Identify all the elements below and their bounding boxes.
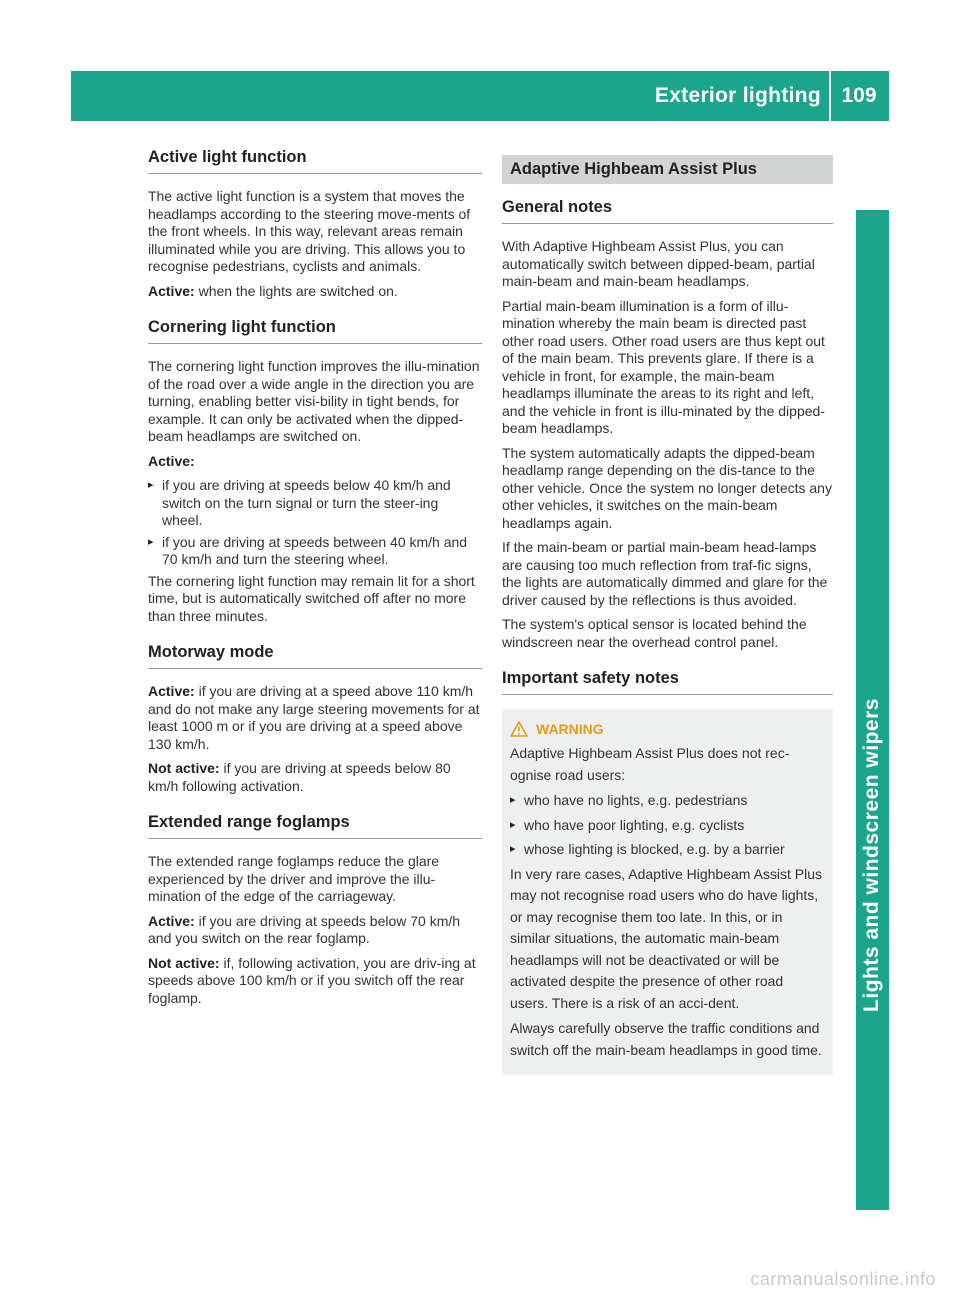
- active-light-active-text: when the lights are switched on.: [194, 282, 398, 299]
- general-paragraph: If the main-beam or partial main-beam head-lamps are causing too much reflection from traf-fic signs, the lights are automatically dimmed and glare for the driver caused by the reflections is thus avoided.: [502, 539, 828, 608]
- motorway-not-active-text: if you are driving at speeds below 80 km/h following activation.: [148, 760, 451, 794]
- warning-paragraph: Always carefully observe the traffic conditions and switch off the main-beam headlamps in good time.: [510, 1020, 822, 1058]
- motorway-active: [148, 683, 482, 753]
- active-light-active: [148, 283, 482, 301]
- list-item: ▸ who have poor lighting, e.g. cyclists: [510, 815, 825, 837]
- cornering-text: The cornering light function improves the illu-mination of the road over a wide angle in the direction you are turning, enabling better visi-bility in tight bends, for example. It can only be activated when the dipped-beam headlamps are switched on.: [148, 358, 480, 444]
- active-label: Active:: [148, 282, 195, 299]
- watermark: carmanualsonline.info: [750, 1269, 936, 1289]
- not-active-label: Not active:: [148, 954, 220, 971]
- general-paragraph: The system automatically adapts the dipped-beam headlamp range depending on the dis-tance to the other vehicle. Once the system no longer detects any other vehicles, it switches on the main-beam headlamps again.: [502, 444, 832, 531]
- cornering-footer: The cornering light function may remain lit for a short time, but is automatically switched off after no more than three minutes.: [148, 572, 475, 624]
- not-active-label: Not active:: [148, 760, 220, 776]
- active-light-text: The active light function is a system that moves the headlamps according to the steering move-ments of the front wheels. In this way, relevant areas remain illuminated while you are driving. This allows you to recognise pedestrians, cyclists and animals.: [148, 188, 471, 274]
- foglamps-not-active: [148, 955, 482, 1008]
- page-title: Exterior lighting: [654, 84, 821, 107]
- foglamps-active: [148, 913, 482, 948]
- section-heading-foglamps: Extended range foglamps: [148, 813, 482, 839]
- warning-bullets: [510, 790, 825, 861]
- header-bar: [71, 71, 889, 121]
- warning-header: [510, 721, 825, 737]
- side-tab-label: Lights and windscreen wipers: [860, 698, 883, 1012]
- motorway-active-text: if you are driving at a speed above 110 km/h and do not make any large steering movements for at least 1000 m or if you are driving at a speed above 130 km/h.: [148, 683, 480, 752]
- section-heading-active-light: Active light function: [148, 148, 482, 174]
- warning-box: [502, 709, 833, 1075]
- warning-label: WARNING: [536, 721, 604, 737]
- general-paragraph: With Adaptive Highbeam Assist Plus, you can automatically switch between dipped-beam, partial main-beam and main-beam headlamps.: [502, 238, 815, 289]
- header-divider: [829, 71, 831, 121]
- section-heading-motorway: Motorway mode: [148, 643, 482, 669]
- section-heading-general-notes: General notes: [502, 198, 833, 224]
- warning-intro: Adaptive Highbeam Assist Plus does not rec-ognise road users:: [510, 745, 790, 783]
- active-label: Active:: [148, 683, 195, 699]
- active-label: Active:: [148, 912, 195, 929]
- motorway-not-active: [148, 760, 482, 795]
- general-paragraph: Partial main-beam illumination is a form of illu-mination whereby the main beam is directed past other road users. Other road users are thus kept out of the main beam. This prevents glare. If there is a vehicle in front, for example, the main-beam headlamps illuminate the areas to its right and left, and the vehicle in front is illu-minated by the dipped-beam headlamps.: [502, 297, 825, 436]
- foglamps-active-text: if you are driving at speeds below 70 km/h and you switch on the rear foglamp.: [148, 912, 461, 946]
- list-item: ▸ whose lighting is blocked, e.g. by a barrier: [510, 839, 825, 861]
- general-paragraph: The system's optical sensor is located behind the windscreen near the overhead control panel.: [502, 616, 807, 650]
- page-number: 109: [841, 84, 877, 107]
- section-heading-cornering: Cornering light function: [148, 318, 482, 344]
- list-item: ▸ if you are driving at speeds between 40 km/h and 70 km/h and turn the steering wheel.: [148, 534, 482, 569]
- foglamps-not-active-text: if, following activation, you are driv-ing at speeds above 100 km/h or if you switch off the rear foglamp.: [148, 954, 476, 1006]
- warning-paragraph: In very rare cases, Adaptive Highbeam Assist Plus may not recognise road users who do have lights, or may recognise them too late. In this, or in similar situations, the automatic main-beam headlamps will not be deactivated or will be activated despite the presence of other road users. There is a risk of an acci-dent.: [510, 865, 823, 1011]
- list-item: ▸ if you are driving at speeds below 40 km/h and switch on the turn signal or turn the steer-ing wheel.: [148, 477, 482, 530]
- cornering-active-label: [148, 453, 482, 471]
- section-heading-safety-notes: Important safety notes: [502, 669, 833, 695]
- cornering-bullets: [148, 477, 482, 569]
- foglamps-text: The extended range foglamps reduce the glare experienced by the driver and improve the illu-mination of the edge of the carriageway.: [148, 853, 440, 904]
- side-tab-label-container: [856, 520, 889, 1180]
- grey-section-heading: Adaptive Highbeam Assist Plus: [502, 155, 833, 184]
- right-column: [502, 148, 833, 1075]
- warning-triangle-icon: [510, 721, 528, 737]
- active-label: Active:: [148, 452, 195, 469]
- list-item: ▸ who have no lights, e.g. pedestrians: [510, 790, 825, 812]
- left-column: [148, 148, 482, 1014]
